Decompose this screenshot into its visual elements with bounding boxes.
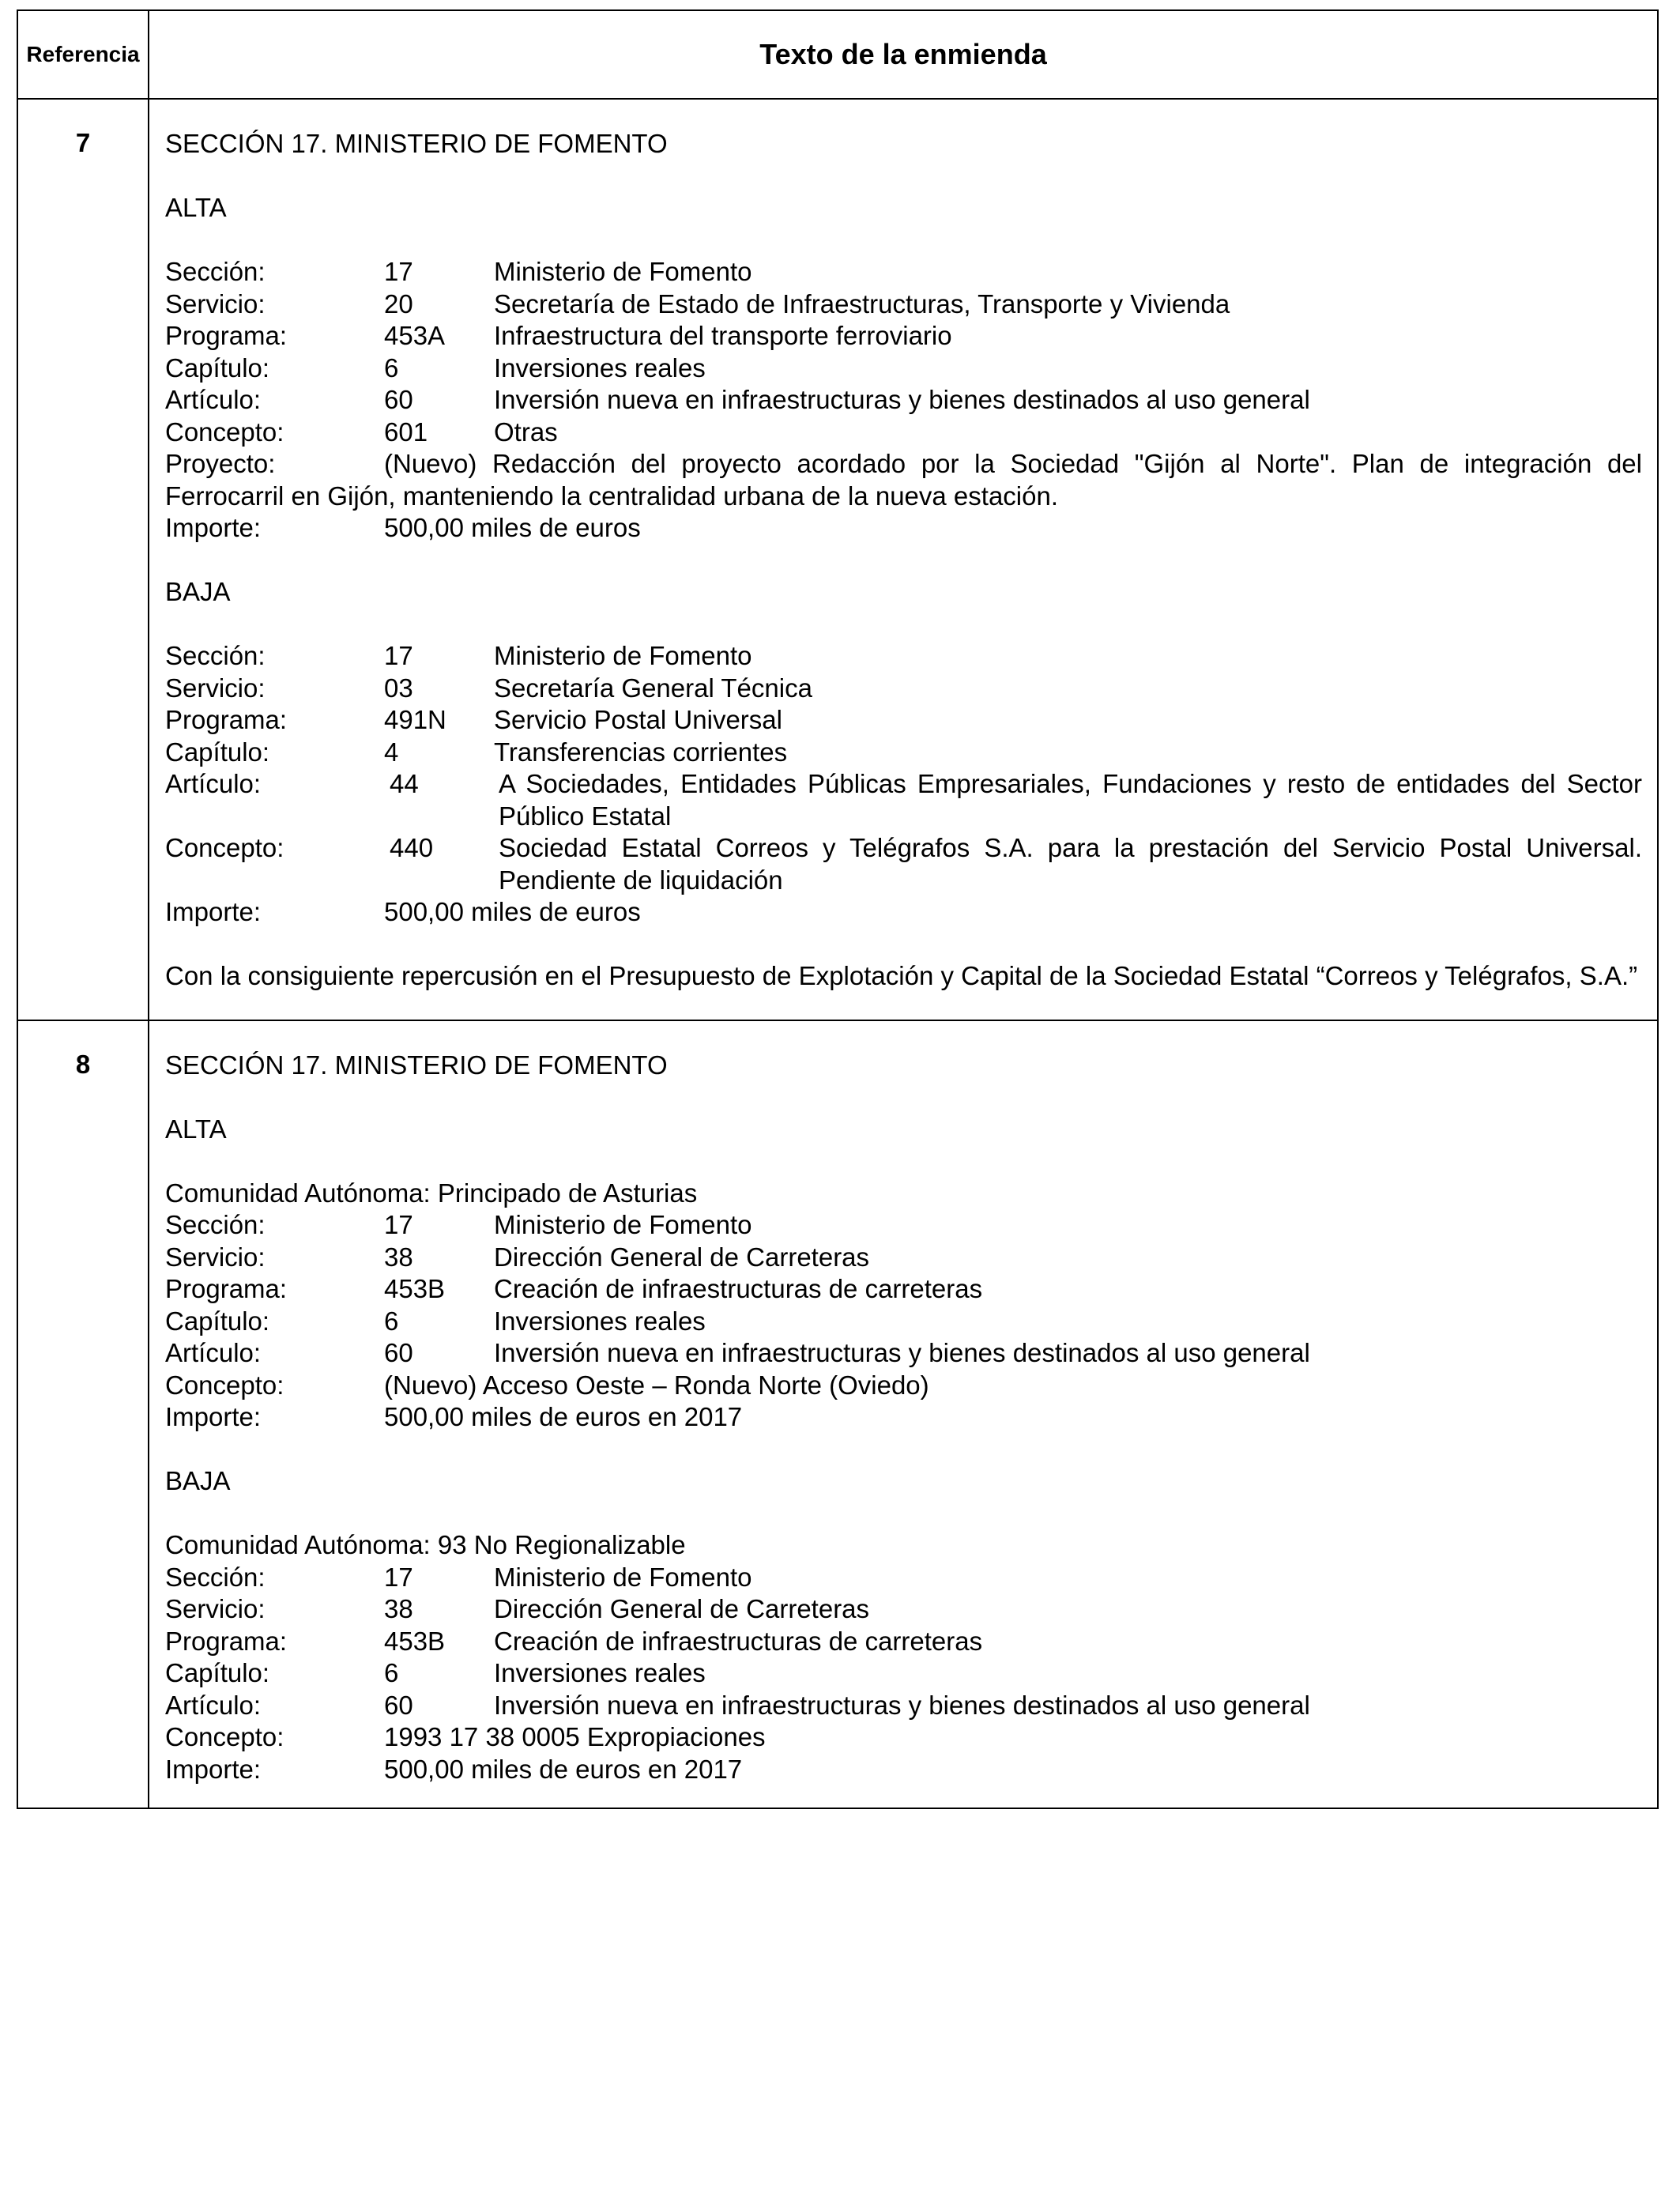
field-comunidad: Comunidad Autónoma: Principado de Asturias bbox=[165, 1178, 698, 1208]
field-capitulo: Capítulo: 6 Inversiones reales bbox=[165, 1306, 706, 1336]
field-concepto: Concepto: 1993 17 38 0005 Expropiaciones bbox=[165, 1722, 766, 1751]
field-articulo: Artículo: 44 A Sociedades, Entidades Públicas Empresariales, Fundaciones y resto de entidades del Sector Público Estatal bbox=[165, 769, 1642, 831]
field-proyecto-cont: Ferrocarril en Gijón, manteniendo la centralidad urbana de la nueva estación. bbox=[165, 481, 1059, 511]
field-servicio: Servicio: 38 Dirección General de Carreteras bbox=[165, 1242, 870, 1272]
amendments-table bbox=[17, 9, 1659, 1809]
field-importe: Importe: 500,00 miles de euros en 2017 bbox=[165, 1402, 743, 1431]
ref-number: 7 bbox=[17, 99, 149, 1020]
field-programa: Programa: 453A Infraestructura del transporte ferroviario bbox=[165, 321, 952, 350]
field-programa: Programa: 453B Creación de infraestructuras de carreteras bbox=[165, 1274, 983, 1303]
field-programa: Programa: 453B Creación de infraestructuras de carreteras bbox=[165, 1626, 983, 1656]
header-texto-enmienda: Texto de la enmienda bbox=[149, 10, 1658, 99]
header-referencia: Referencia bbox=[17, 10, 149, 99]
table-row bbox=[17, 1020, 1658, 1809]
amendment-text bbox=[149, 99, 1658, 1020]
ref-number: 8 bbox=[17, 1020, 149, 1809]
field-articulo: Artículo: 60 Inversión nueva en infraestructuras y bienes destinados al uso general bbox=[165, 1690, 1310, 1720]
amendment-text bbox=[149, 1020, 1658, 1809]
field-seccion: Sección: 17 Ministerio de Fomento bbox=[165, 641, 752, 670]
field-servicio: Servicio: 38 Dirección General de Carreteras bbox=[165, 1594, 870, 1623]
field-concepto: Concepto: (Nuevo) Acceso Oeste – Ronda Norte (Oviedo) bbox=[165, 1370, 929, 1400]
baja-label: BAJA bbox=[165, 577, 231, 606]
repercussion-note: Con la consiguiente repercusión en el Presupuesto de Explotación y Capital de la Sociedad Estatal “Correos y Telégrafos, S.A.” bbox=[165, 961, 1638, 990]
alta-label: ALTA bbox=[165, 1114, 227, 1144]
field-importe: Importe: 500,00 miles de euros bbox=[165, 897, 641, 926]
field-concepto: Concepto: 440 Sociedad Estatal Correos y Telégrafos S.A. para la prestación del Servicio Postal Universal. Pendiente de liquidación bbox=[165, 833, 1642, 895]
field-capitulo: Capítulo: 4 Transferencias corrientes bbox=[165, 737, 788, 767]
field-servicio: Servicio: 03 Secretaría General Técnica bbox=[165, 673, 812, 703]
field-capitulo: Capítulo: 6 Inversiones reales bbox=[165, 352, 706, 383]
table-header-row bbox=[17, 10, 1658, 99]
field-importe: Importe: 500,00 miles de euros en 2017 bbox=[165, 1754, 743, 1784]
field-importe: Importe: 500,00 miles de euros bbox=[165, 513, 641, 542]
field-seccion: Sección: 17 Ministerio de Fomento bbox=[165, 1562, 752, 1592]
baja-label: BAJA bbox=[165, 1466, 231, 1495]
table-row bbox=[17, 99, 1658, 1020]
field-articulo: Artículo: 60 Inversión nueva en infraestructuras y bienes destinados al uso general bbox=[165, 1338, 1310, 1367]
field-seccion: Sección: 17 Ministerio de Fomento bbox=[165, 257, 752, 286]
field-articulo: Artículo: 60 Inversión nueva en infraestructuras y bienes destinados al uso general bbox=[165, 385, 1310, 414]
field-capitulo: Capítulo: 6 Inversiones reales bbox=[165, 1658, 706, 1687]
field-seccion: Sección: 17 Ministerio de Fomento bbox=[165, 1210, 752, 1239]
field-programa: Programa: 491N Servicio Postal Universal bbox=[165, 705, 782, 734]
field-servicio: Servicio: 20 Secretaría de Estado de Infraestructuras, Transporte y Vivienda bbox=[165, 288, 1230, 319]
field-concepto: Concepto: 601 Otras bbox=[165, 417, 558, 447]
alta-label: ALTA bbox=[165, 193, 227, 222]
section-title: SECCIÓN 17. MINISTERIO DE FOMENTO bbox=[165, 129, 668, 158]
field-proyecto: Proyecto: (Nuevo) Redacción del proyecto acordado por la Sociedad "Gijón al Norte". Plan de integración del bbox=[165, 449, 1642, 478]
field-comunidad: Comunidad Autónoma: 93 No Regionalizable bbox=[165, 1530, 686, 1559]
section-title: SECCIÓN 17. MINISTERIO DE FOMENTO bbox=[165, 1050, 668, 1080]
